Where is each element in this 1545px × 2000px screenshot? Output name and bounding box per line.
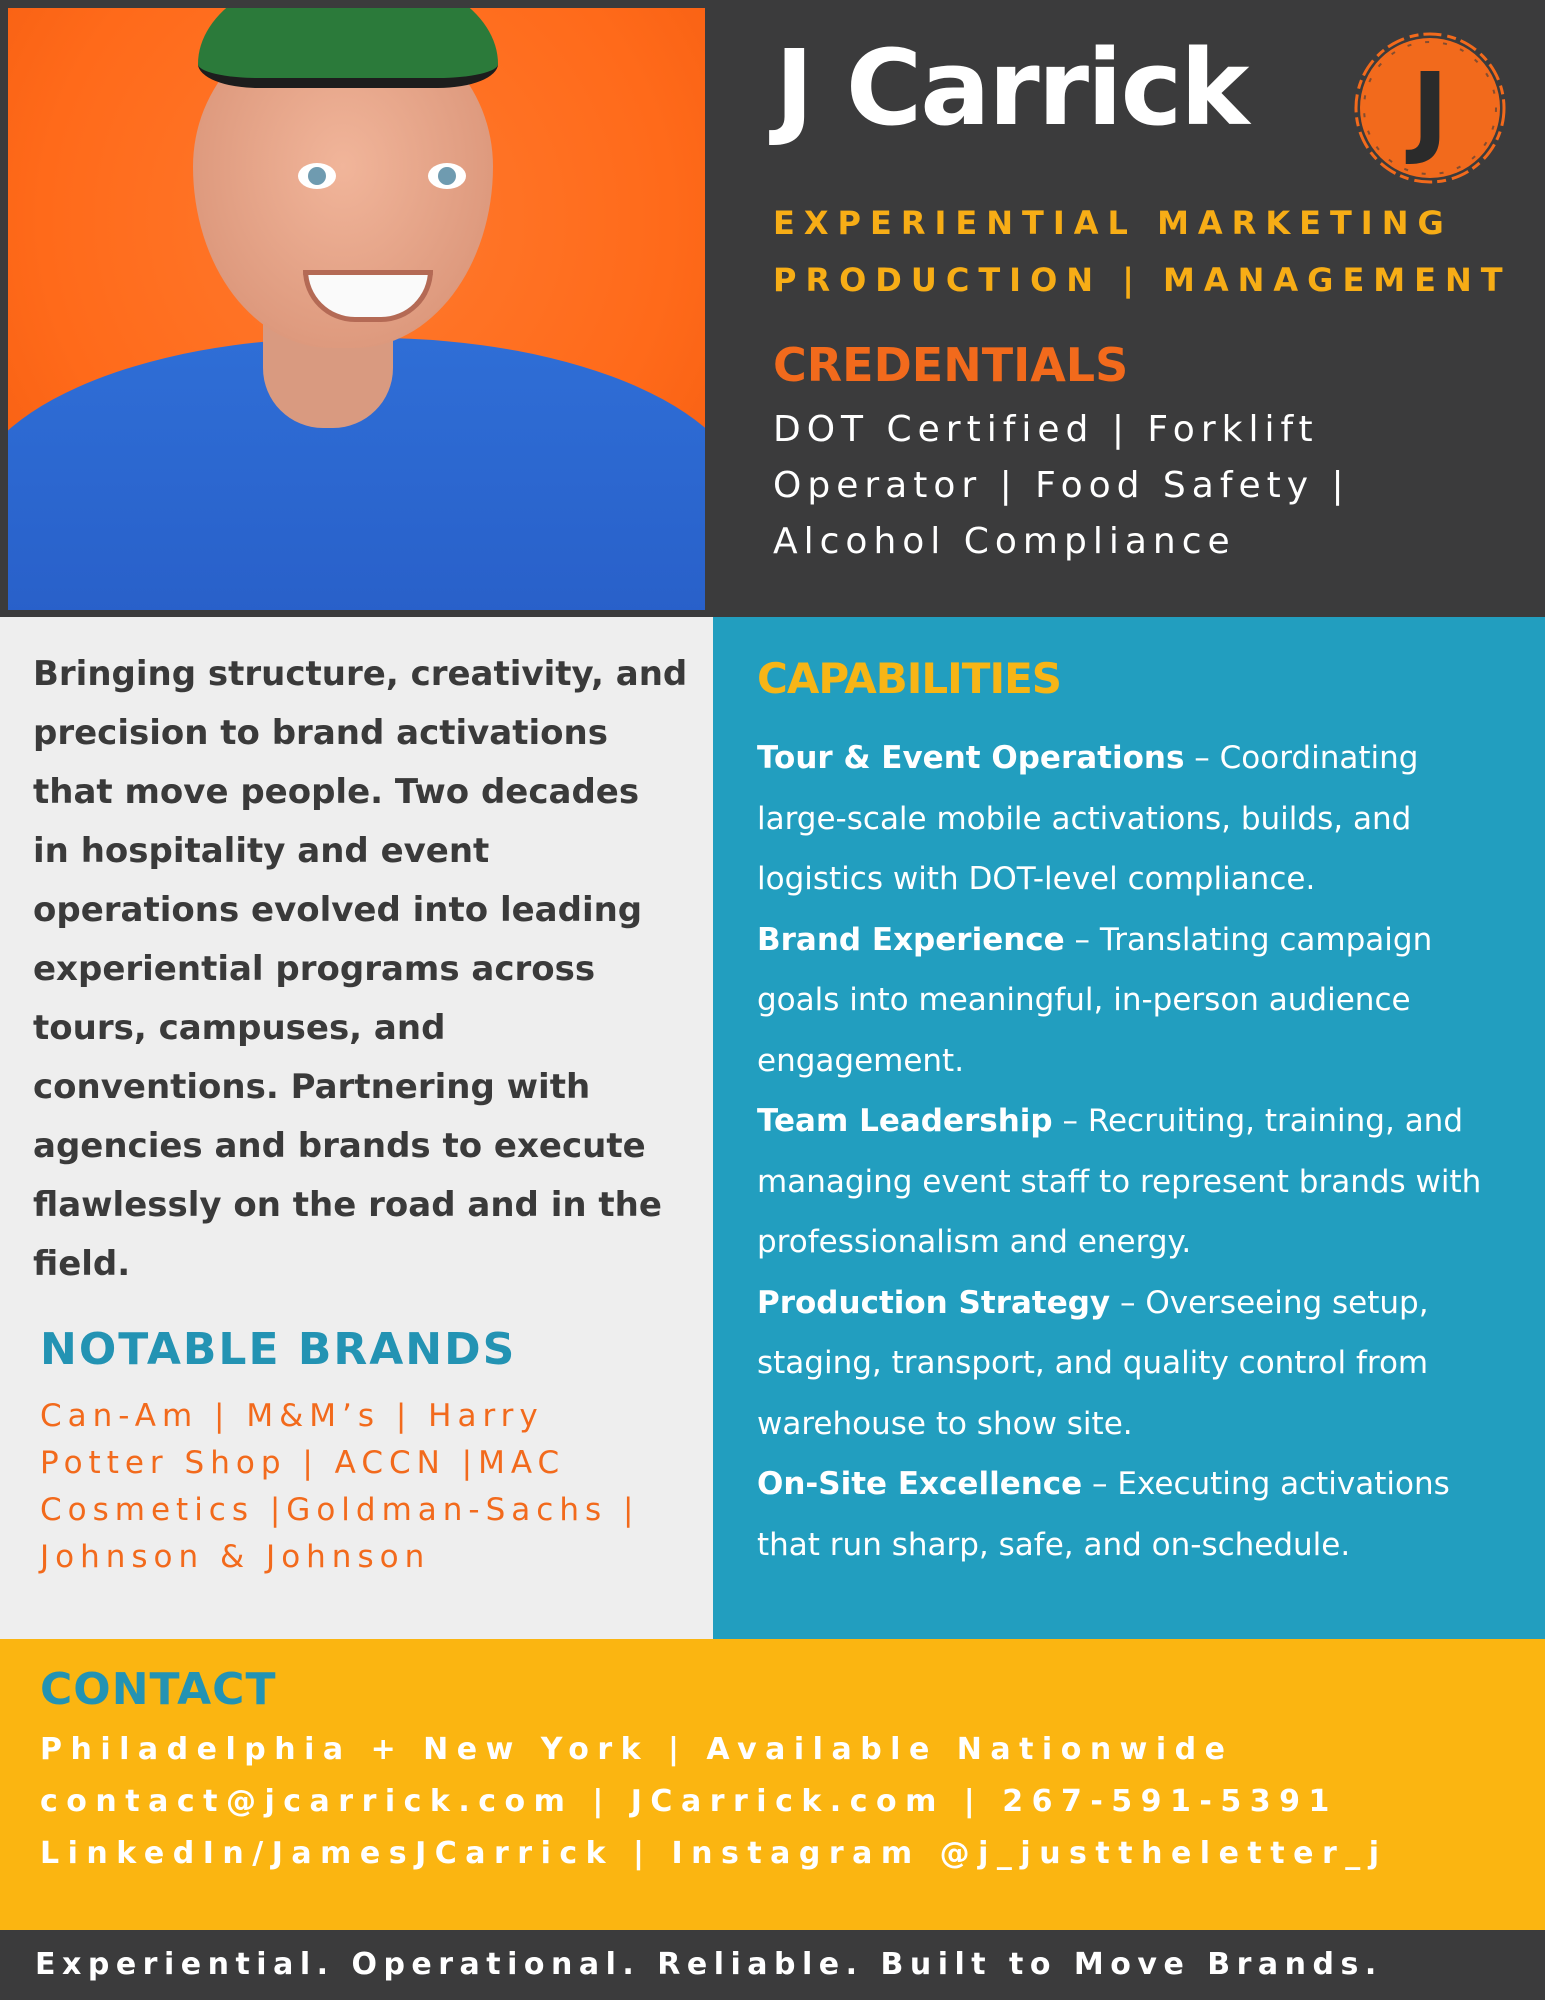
photo-cap bbox=[198, 8, 498, 88]
photo-eye-left bbox=[298, 163, 336, 189]
intro-line: precision to brand activations bbox=[33, 713, 608, 753]
contact-email-web-phone[interactable]: contact@jcarrick.com | JCarrick.com | 267-591-5391 bbox=[40, 1784, 1338, 1819]
capability-line: managing event staff to represent brands with bbox=[757, 1163, 1482, 1200]
logo-letter: J bbox=[1411, 51, 1449, 168]
credentials-line: Alcohol Compliance bbox=[773, 521, 1236, 562]
intro-line: that move people. Two decades bbox=[33, 772, 640, 812]
capability-desc: – Overseeing setup, bbox=[1110, 1284, 1429, 1321]
brands-list bbox=[40, 1393, 700, 1581]
contact-social[interactable]: LinkedIn/JamesJCarrick | Instagram @j_justtheletter_j bbox=[40, 1836, 1388, 1871]
resume-name: J Carrick bbox=[775, 27, 1248, 149]
capability-desc: – Translating campaign bbox=[1064, 921, 1433, 958]
capability-line: staging, transport, and quality control from bbox=[757, 1345, 1429, 1381]
intro-line: Bringing structure, creativity, and bbox=[33, 654, 688, 694]
capability-line: that run sharp, safe, and on-schedule. bbox=[757, 1526, 1351, 1563]
capability-line bbox=[757, 910, 1525, 971]
brands-line: Potter Shop | ACCN |MAC bbox=[40, 1445, 566, 1481]
capability-line: large-scale mobile activations, builds, and bbox=[757, 800, 1412, 837]
intro-line: field. bbox=[33, 1244, 131, 1284]
j-logo-icon bbox=[1350, 28, 1510, 188]
tagline bbox=[773, 195, 1533, 309]
brands-line: Johnson & Johnson bbox=[40, 1539, 431, 1575]
credentials-line: DOT Certified | Forklift bbox=[773, 409, 1319, 450]
capability-item bbox=[757, 910, 1525, 1092]
brands-line: Cosmetics |Goldman-Sachs | bbox=[40, 1492, 640, 1528]
capability-line bbox=[757, 1273, 1525, 1334]
capability-title: Production Strategy bbox=[757, 1284, 1111, 1321]
capability-line: goals into meaningful, in-person audience bbox=[757, 982, 1411, 1018]
tagline-line: EXPERIENTIAL MARKETING bbox=[773, 204, 1453, 242]
intro-line: in hospitality and event bbox=[33, 831, 490, 871]
contact-location: Philadelphia + New York | Available Nationwide bbox=[40, 1732, 1234, 1767]
intro-line: tours, campuses, and bbox=[33, 1008, 446, 1048]
contact-details bbox=[40, 1724, 1520, 1880]
contact-heading: CONTACT bbox=[40, 1664, 277, 1715]
capability-line: logistics with DOT-level compliance. bbox=[757, 861, 1316, 897]
capability-item bbox=[757, 728, 1525, 910]
capability-title: Brand Experience bbox=[757, 921, 1065, 958]
credentials-line: Operator | Food Safety | bbox=[773, 465, 1350, 506]
capability-item bbox=[757, 1273, 1525, 1455]
capability-line: warehouse to show site. bbox=[757, 1405, 1133, 1442]
capability-item bbox=[757, 1091, 1525, 1273]
intro-line: conventions. Partnering with bbox=[33, 1067, 591, 1107]
intro-line: agencies and brands to execute bbox=[33, 1126, 646, 1166]
capabilities-list bbox=[757, 728, 1525, 1575]
credentials-text bbox=[773, 402, 1513, 570]
credentials-heading: CREDENTIALS bbox=[773, 338, 1129, 392]
capability-item bbox=[757, 1454, 1525, 1575]
capabilities-heading: CAPABILITIES bbox=[757, 654, 1062, 703]
photo-eye-right bbox=[428, 163, 466, 189]
intro-line: operations evolved into leading bbox=[33, 890, 643, 930]
capability-line: professionalism and energy. bbox=[757, 1224, 1192, 1260]
profile-photo bbox=[8, 8, 705, 610]
brands-heading: NOTABLE BRANDS bbox=[40, 1324, 517, 1375]
tagline-line: PRODUCTION | MANAGEMENT bbox=[773, 261, 1512, 299]
capability-title: Team Leadership bbox=[757, 1103, 1053, 1139]
capability-line bbox=[757, 1091, 1525, 1152]
capability-line bbox=[757, 728, 1525, 789]
capability-line bbox=[757, 1454, 1525, 1515]
intro-line: experiential programs across bbox=[33, 949, 596, 989]
capability-desc: – Coordinating bbox=[1184, 740, 1419, 776]
capability-desc: – Executing activations bbox=[1082, 1466, 1450, 1502]
capability-title: On-Site Excellence bbox=[757, 1466, 1083, 1502]
intro-paragraph bbox=[33, 645, 703, 1294]
capability-line: engagement. bbox=[757, 1042, 965, 1079]
capability-title: Tour & Event Operations bbox=[757, 740, 1185, 776]
footer-slogan: Experiential. Operational. Reliable. Built to Move Brands. bbox=[35, 1947, 1383, 1982]
intro-line: flawlessly on the road and in the bbox=[33, 1185, 662, 1225]
brands-line: Can-Am | M&M’s | Harry bbox=[40, 1398, 544, 1434]
capability-desc: – Recruiting, training, and bbox=[1052, 1103, 1464, 1139]
